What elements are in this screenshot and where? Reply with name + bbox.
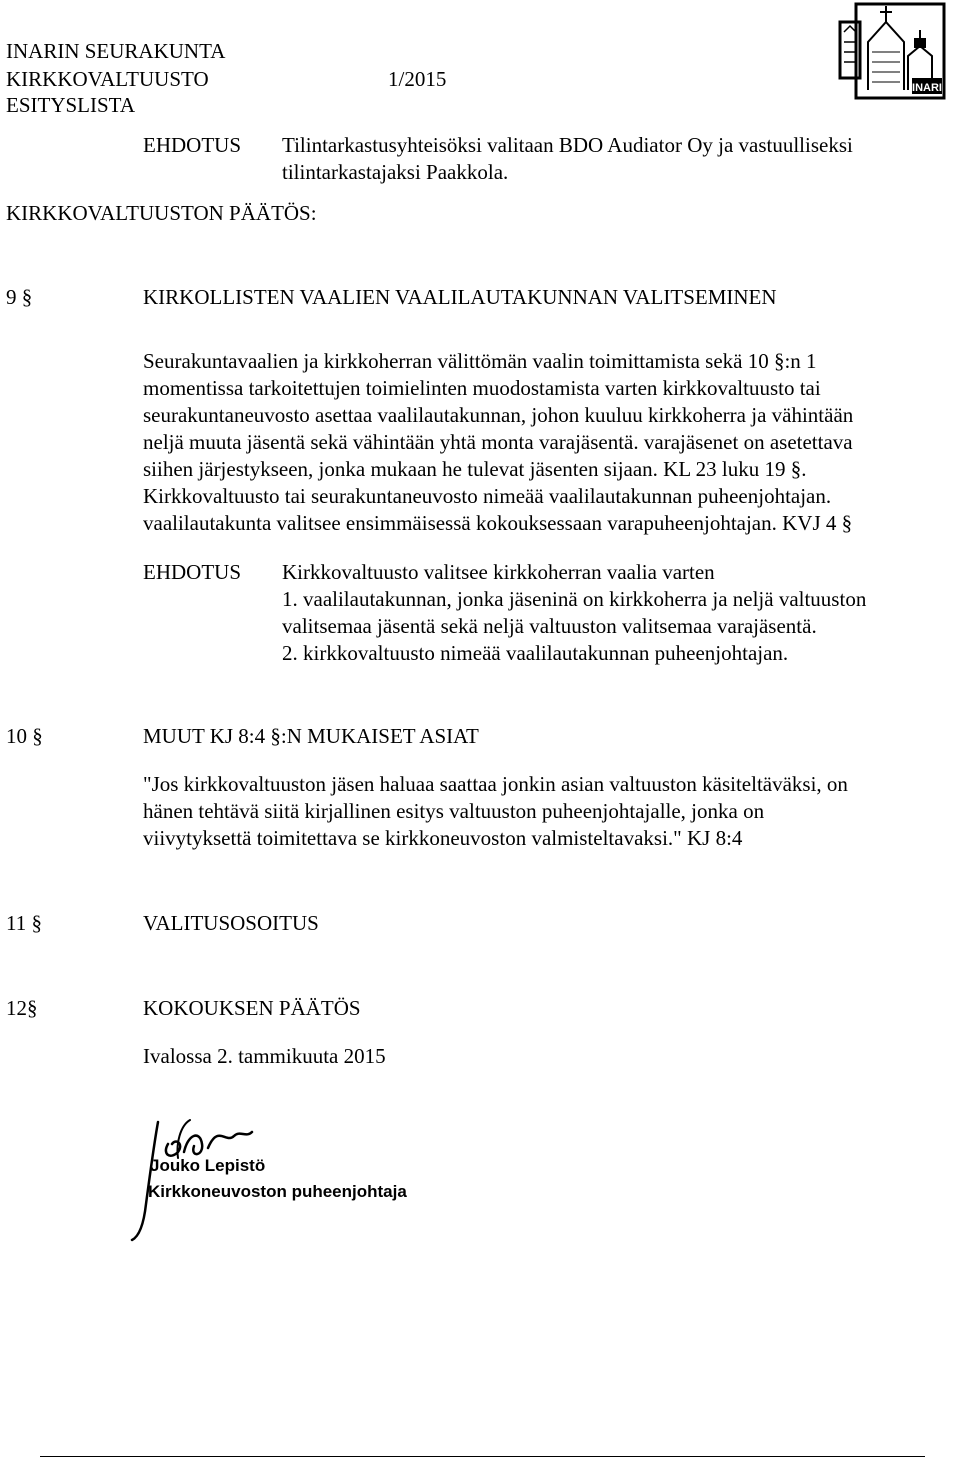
section-9-body — [143, 348, 853, 537]
decision-label: KIRKKOVALTUUSTON PÄÄTÖS: — [6, 201, 317, 225]
proposal-line: tilintarkastajaksi Paakkola. — [282, 160, 509, 184]
footer-divider — [40, 1456, 925, 1457]
body-line: momentissa tarkoitettujen toimielinten muodostamista varten kirkkovaltuusto tai — [143, 376, 821, 400]
document-type: ESITYSLISTA — [6, 93, 135, 117]
section-9-heading — [6, 284, 777, 311]
svg-text:INARI: INARI — [912, 82, 942, 94]
item8-proposal-text — [282, 132, 853, 186]
section-10-heading — [6, 723, 479, 750]
signer-name: Jouko Lepistö — [150, 1156, 266, 1175]
section-number: 11 § — [6, 911, 42, 935]
section-12-heading — [6, 995, 361, 1022]
section-title: MUUT KJ 8:4 §:N MUKAISET ASIAT — [143, 724, 479, 748]
parish-logo — [838, 2, 948, 100]
handwritten-signature — [128, 1114, 458, 1244]
proposal-line: valitsemaa jäsentä sekä neljä valtuuston valitsemaa varajäsentä. — [282, 614, 817, 638]
proposal-line: 1. vaalilautakunnan, jonka jäseninä on kirkkoherra ja neljä valtuuston — [282, 587, 867, 611]
proposal-line: Kirkkovaltuusto valitsee kirkkoherran vaalia varten — [282, 560, 715, 584]
section-title: KOKOUKSEN PÄÄTÖS — [143, 996, 361, 1020]
section-number: 12§ — [6, 996, 38, 1020]
body-name: KIRKKOVALTUUSTO — [6, 67, 209, 91]
proposal-line: Tilintarkastusyhteisöksi valitaan BDO Audiator Oy ja vastuulliseksi — [282, 133, 853, 157]
section-10-body — [143, 771, 848, 852]
section-title: VALITUSOSOITUS — [143, 911, 319, 935]
body-line: "Jos kirkkovaltuuston jäsen haluaa saattaa jonkin asian valtuuston käsiteltäväksi, on — [143, 772, 848, 796]
item8-proposal-label: EHDOTUS — [143, 133, 241, 157]
signer-role: Kirkkoneuvoston puheenjohtaja — [148, 1182, 407, 1201]
org-name: INARIN SEURAKUNTA — [6, 39, 226, 63]
body-line: Kirkkovaltuusto tai seurakuntaneuvosto nimeää vaalilautakunnan puheenjohtajan. — [143, 484, 832, 508]
place-date: Ivalossa 2. tammikuuta 2015 — [143, 1044, 386, 1068]
section-number: 9 § — [6, 285, 33, 309]
body-line: seurakuntaneuvosto asettaa vaalilautakunnan, johon kuuluu kirkkoherra ja vähintään — [143, 403, 854, 427]
body-line: siihen järjestykseen, jonka mukaan he tulevat jäsenten sijaan. KL 23 luku 19 §. — [143, 457, 807, 481]
section-title: KIRKOLLISTEN VAALIEN VAALILAUTAKUNNAN VALITSEMINEN — [143, 285, 777, 309]
body-line: vaalilautakunta valitsee ensimmäisessä kokouksessaan varapuheenjohtajan. KVJ 4 § — [143, 511, 853, 535]
document-number: 1/2015 — [388, 67, 447, 91]
section-11-heading — [6, 910, 319, 937]
proposal-line: 2. kirkkovaltuusto nimeää vaalilautakunnan puheenjohtajan. — [282, 641, 789, 665]
item9-proposal-label: EHDOTUS — [143, 560, 241, 584]
body-line: neljä muuta jäsentä sekä vähintään yhtä monta varajäsentä. varajäsenet on asetettava — [143, 430, 853, 454]
body-line: Seurakuntavaalien ja kirkkoherran välittömän vaalin toimittamista sekä 10 §:n 1 — [143, 349, 817, 373]
item9-proposal-text — [282, 559, 866, 667]
section-number: 10 § — [6, 724, 43, 748]
body-line: viivytyksettä toimitettava se kirkkoneuvoston valmisteltavaksi." KJ 8:4 — [143, 826, 743, 850]
body-line: hänen tehtävä siitä kirjallinen esitys valtuuston puheenjohtajalle, jonka on — [143, 799, 765, 823]
